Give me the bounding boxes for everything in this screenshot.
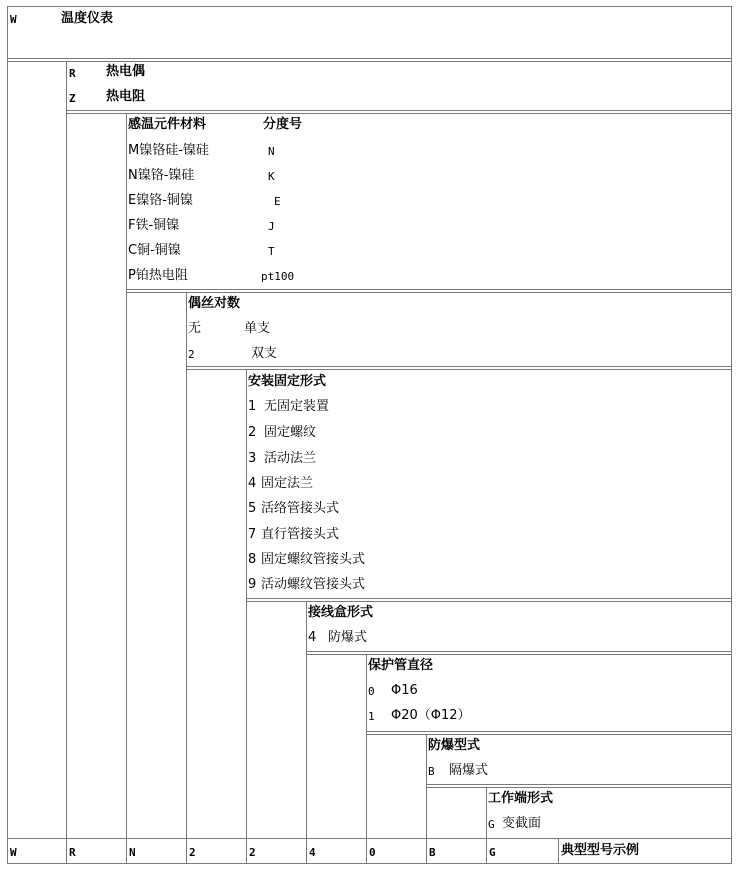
divider [7, 61, 732, 62]
tube-diameter-label: Φ20（Φ12） [391, 708, 471, 723]
header-code: W [10, 13, 17, 26]
divider [246, 598, 732, 599]
mounting-label: 固定法兰 [261, 476, 314, 491]
tube-diameter-code: 0 [368, 685, 375, 698]
mounting-code: 9 [248, 577, 257, 592]
grade-code: T [268, 245, 275, 258]
material-name: C铜-铜镍 [128, 243, 181, 258]
pairs-label: 单支 [244, 321, 271, 336]
divider [7, 838, 732, 839]
mounting-label: 直行管接头式 [261, 527, 340, 542]
material-name: N镍铬-镍硅 [128, 168, 195, 183]
material-name: M镍铬硅-镍硅 [128, 143, 209, 158]
divider [426, 734, 427, 864]
mounting-code: 3 [248, 451, 257, 466]
sensor-code: Z [69, 92, 76, 105]
junction-box-label: 防爆式 [328, 630, 368, 645]
explosion-proof-code: B [428, 765, 435, 778]
mounting-code: 1 [248, 399, 257, 414]
divider [126, 292, 732, 293]
pairs-label: 双支 [251, 346, 278, 361]
junction-box-code: 4 [308, 630, 317, 645]
working-end-label: 变截面 [502, 816, 542, 831]
example-code: N [129, 846, 136, 859]
border-bottom [7, 863, 732, 864]
divider [366, 734, 732, 735]
border-left [7, 6, 8, 864]
material-name: P铂热电阻 [128, 268, 188, 283]
material-name: E镍铬-铜镍 [128, 193, 193, 208]
tube-diameter-label: Φ16 [391, 683, 418, 698]
divider [366, 654, 367, 864]
divider [126, 113, 127, 864]
grade-code: pt100 [261, 270, 295, 283]
example-label: 典型型号示例 [561, 843, 640, 858]
divider [426, 784, 732, 785]
grade-code: K [268, 170, 275, 183]
mounting-code: 5 [248, 501, 257, 516]
divider [426, 787, 732, 788]
divider [306, 651, 732, 652]
example-code: B [429, 846, 436, 859]
divider [186, 369, 732, 370]
material-title: 感温元件材料 [128, 117, 207, 132]
grade-title: 分度号 [263, 117, 303, 132]
material-name: F铁-铜镍 [128, 218, 180, 233]
divider [306, 601, 307, 864]
working-end-code: G [488, 818, 495, 831]
divider [186, 292, 187, 864]
example-code: 2 [249, 846, 256, 859]
example-code: 2 [189, 846, 196, 859]
grade-code: E [274, 195, 281, 208]
sensor-label: 热电偶 [106, 64, 146, 79]
header-title: 温度仪表 [61, 11, 114, 26]
sensor-label: 热电阻 [106, 89, 146, 104]
explosion-proof-label: 隔爆式 [449, 763, 489, 778]
divider [246, 369, 247, 864]
divider [186, 366, 732, 367]
example-code: G [489, 846, 496, 859]
junction-box-title: 接线盒形式 [308, 605, 374, 620]
sensor-code: R [69, 67, 76, 80]
border-right [731, 6, 732, 864]
mounting-label: 无固定装置 [264, 399, 330, 414]
example-code: 4 [309, 846, 316, 859]
tube-diameter-title: 保护管直径 [368, 658, 434, 673]
mounting-code: 7 [248, 527, 257, 542]
mounting-code: 4 [248, 476, 257, 491]
divider [486, 787, 487, 864]
explosion-proof-title: 防爆型式 [428, 738, 481, 753]
divider [66, 61, 67, 864]
grade-code: J [268, 220, 275, 233]
mounting-label: 活动螺纹管接头式 [261, 577, 366, 592]
mounting-code: 8 [248, 552, 257, 567]
mounting-title: 安装固定形式 [248, 374, 327, 389]
divider [126, 289, 732, 290]
grade-code: N [268, 145, 275, 158]
divider [66, 113, 732, 114]
border-top [7, 6, 732, 7]
divider [7, 58, 732, 59]
pairs-title: 偶丝对数 [188, 296, 241, 311]
working-end-title: 工作端形式 [488, 791, 554, 806]
divider [366, 731, 732, 732]
tube-diameter-code: 1 [368, 710, 375, 723]
example-code: R [69, 846, 76, 859]
divider [246, 601, 732, 602]
pairs-code: 无 [188, 321, 202, 336]
divider [306, 654, 732, 655]
mounting-code: 2 [248, 425, 257, 440]
divider [66, 110, 732, 111]
mounting-label: 活络管接头式 [261, 501, 340, 516]
example-code: W [10, 846, 17, 859]
pairs-code: 2 [188, 348, 195, 361]
mounting-label: 活动法兰 [264, 451, 317, 466]
example-code: 0 [369, 846, 376, 859]
divider [558, 838, 559, 864]
mounting-label: 固定螺纹 [264, 425, 317, 440]
mounting-label: 固定螺纹管接头式 [261, 552, 366, 567]
